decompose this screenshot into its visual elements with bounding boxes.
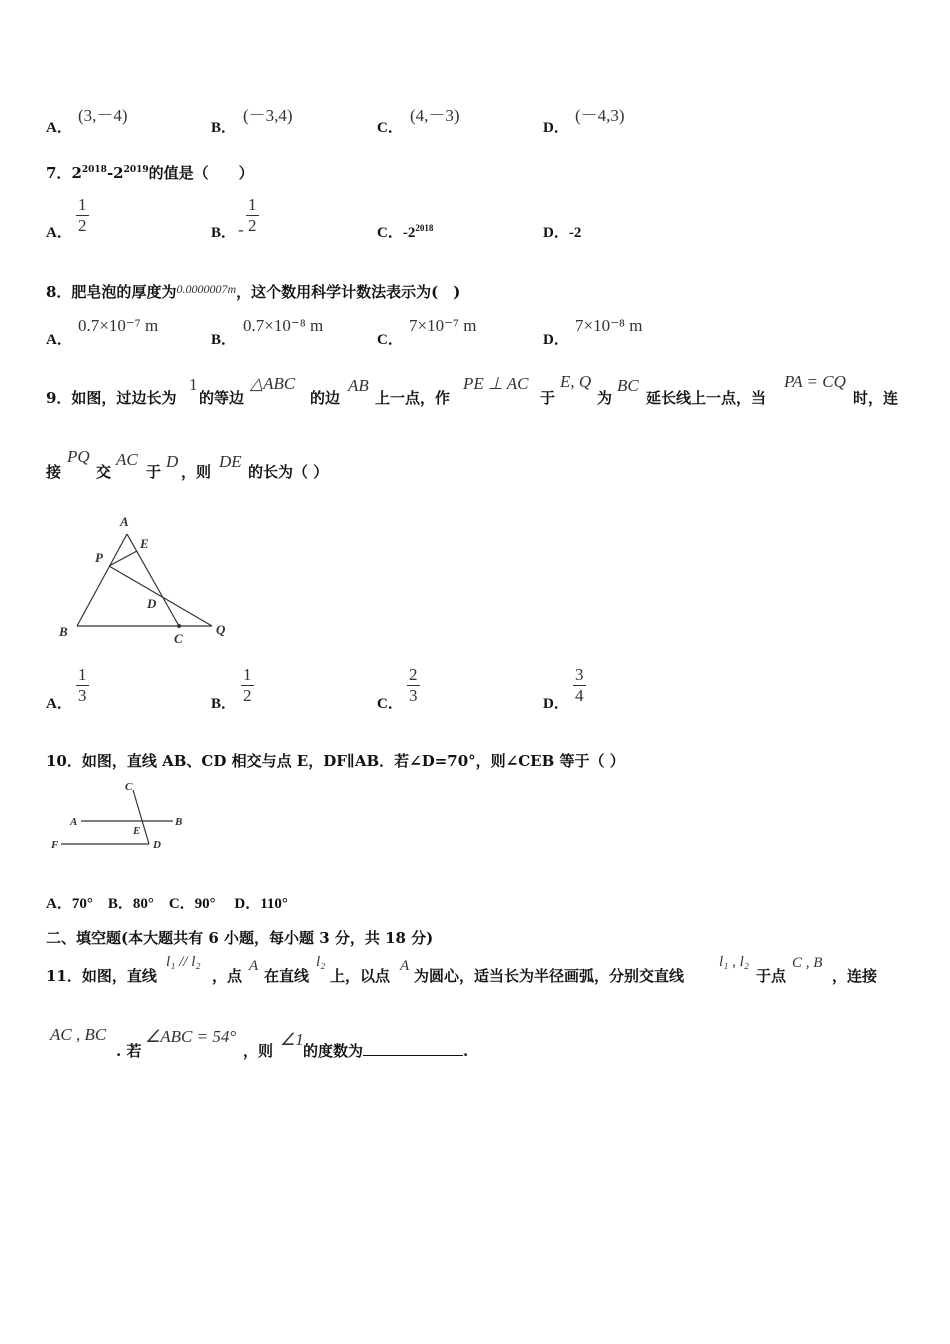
section-2-heading: 二、填空题(本大题共有 6 小题，每小题 3 分，共 18 分) [46, 929, 434, 947]
q9-m2: △ABC [250, 374, 296, 393]
q11-m3: l₂ [316, 954, 326, 970]
q9-m9: PQ [67, 447, 90, 466]
q6-option-d-value: (－4,3) [575, 106, 625, 125]
q9-t13: 的长为（ ） [248, 463, 329, 481]
q11-m8: AC , BC [50, 1025, 107, 1044]
q9-option-d-fraction: 3 4 [575, 665, 584, 705]
q8-option-b-value: 0.7×10⁻⁸ m [243, 316, 324, 335]
point-c [177, 624, 181, 628]
q11-t9: ，则 [243, 1042, 274, 1060]
q6-option-c-label: C． [377, 120, 403, 136]
q9-t4: 上一点，作 [375, 389, 451, 407]
q7-option-c: C．$-2^{2018}$ [377, 223, 434, 241]
q6-option-d-label: D． [543, 120, 569, 136]
segment-ac [127, 534, 179, 626]
q6-option-b-value: (－3,4) [243, 106, 293, 125]
segment-pq [109, 566, 212, 626]
q8-option-b-label: B． [211, 332, 237, 348]
fig-label-f: F [51, 839, 59, 851]
q9-t2: 的等边 [199, 389, 245, 407]
q9-t6: 为 [597, 389, 613, 407]
q10-lines-figure [45, 778, 195, 853]
q11-t6: 于点 [756, 967, 787, 985]
q9-t3: 的边 [310, 389, 341, 407]
q8-option-a-value: 0.7×10⁻⁷ m [78, 316, 159, 335]
q11-t5: 为圆心，适当长为半径画弧，分别交直线 [414, 967, 685, 985]
q11-t7: ，连接 [832, 967, 878, 985]
fig-label-q: Q [216, 622, 226, 637]
fig-label-a: A [70, 816, 78, 828]
q8-stem: 8．肥皂泡的厚度为$^{0.0000007m}$，这个数用科学计数法表示为( ) [46, 282, 461, 301]
q9-option-b-fraction: 1 2 [243, 665, 252, 705]
q11-t8: . 若 [116, 1042, 142, 1060]
q9-t1: 9．如图，过边长为 [46, 389, 177, 407]
q9-option-c-label: C． [377, 696, 403, 712]
q9-t12: ，则 [181, 463, 212, 481]
fig-label-c: C [174, 631, 183, 646]
segment-ba [77, 534, 127, 626]
q8-option-c-label: C． [377, 332, 403, 348]
q11-m5: l₁ , l₂ [719, 954, 750, 970]
q8-option-d-label: D． [543, 332, 569, 348]
fig-label-b: B [59, 624, 68, 639]
q11-answer-line: 的度数为 . [303, 1042, 469, 1060]
q7-option-d: D．-2 [543, 225, 582, 241]
q6-option-a-value: (3,－4) [78, 106, 128, 125]
q9-t10: 交 [96, 463, 112, 481]
q9-option-a-label: A． [46, 696, 72, 712]
q9-option-d-label: D． [543, 696, 569, 712]
q8-option-a-label: A． [46, 332, 72, 348]
q7-option-a-label: A． [46, 225, 72, 241]
q9-m6: BC [617, 376, 639, 395]
q7-stem: 7．$2^{2018}-2^{2019}$的值是（ ） [46, 164, 254, 182]
q9-t8: 时，连 [853, 389, 899, 407]
fig-label-a: A [120, 514, 129, 529]
fig-label-c: C [125, 781, 133, 793]
q11-t2: ，点 [212, 967, 243, 985]
q9-option-a-fraction: 1 3 [78, 665, 87, 705]
q11-m1: l₁ // l₂ [166, 954, 201, 970]
q9-m4: PE ⊥ AC [463, 374, 529, 393]
fig-label-e: E [140, 536, 149, 551]
q11-m9: ∠ABC = 54° [145, 1027, 237, 1046]
q8-option-d-value: 7×10⁻⁸ m [575, 316, 643, 335]
q9-m10: AC [116, 450, 138, 469]
q9-option-c-fraction: 2 3 [409, 665, 418, 705]
fig-label-p: P [95, 550, 103, 565]
q9-m7: PA = CQ [784, 372, 846, 391]
q9-t5: 于 [540, 389, 556, 407]
q11-m2: A [249, 958, 259, 974]
q9-m12: DE [219, 452, 242, 471]
q10-options: A．70° B．80° C．90° D．110° [46, 896, 288, 912]
q11-t1: 11．如图，直线 [46, 967, 157, 985]
q11-t3: 在直线 [264, 967, 310, 985]
q11-answer-blank[interactable] [363, 1041, 463, 1056]
q11-m4: A [400, 958, 410, 974]
q10-stem: 10．如图，直线 AB、CD 相交与点 E，DF∥AB．若∠D=70°，则∠CEB 等于（ ） [46, 752, 625, 770]
q8-option-c-value: 7×10⁻⁷ m [409, 316, 477, 335]
q9-option-b-label: B． [211, 696, 237, 712]
q6-option-a-label: A． [46, 120, 72, 136]
q9-t9: 接 [46, 463, 62, 481]
q9-t7: 延长线上一点，当 [646, 389, 767, 407]
q7-option-b-label: B． [211, 225, 237, 241]
q9-t11: 于 [146, 463, 162, 481]
q6-option-c-value: (4,－3) [410, 106, 460, 125]
q9-triangle-figure [50, 510, 240, 650]
q9-m5: E, Q [560, 372, 592, 391]
q11-m10: ∠1 [280, 1030, 304, 1049]
q11-m6: C , B [792, 955, 823, 971]
q7-option-a-fraction: 1 2 [78, 195, 87, 235]
fig-label-d: D [147, 596, 157, 611]
q7-option-b-fraction: 1 2 [248, 195, 257, 235]
fig-label-b: B [175, 816, 183, 828]
q9-m1: 1 [189, 375, 198, 394]
q6-option-b-label: B． [211, 120, 237, 136]
q11-t4: 上，以点 [330, 967, 391, 985]
q9-m3: AB [348, 376, 369, 395]
fig-label-e: E [133, 825, 141, 837]
fig-label-d: D [153, 839, 161, 851]
q7-option-b-sign: - [238, 220, 244, 239]
q9-m11: D [166, 452, 179, 471]
